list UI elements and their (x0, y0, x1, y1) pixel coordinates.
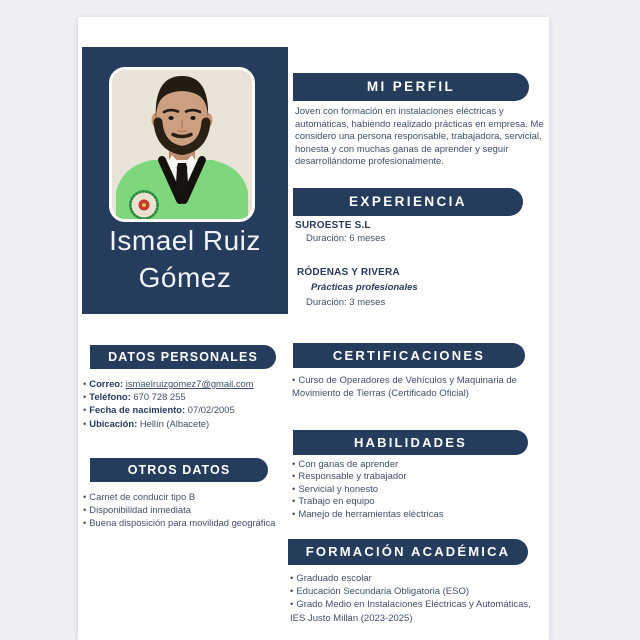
section-title-habilidades: HABILIDADES (293, 430, 528, 455)
bullet: • (292, 459, 296, 470)
portrait-illustration (112, 70, 252, 219)
bullet: • (292, 483, 296, 495)
bullet: • (83, 404, 87, 416)
list-item: • Trabajo en equipo (292, 496, 375, 508)
field-label: Teléfono: (89, 391, 131, 403)
list-item: • Servicial y honesto (292, 483, 379, 495)
certificaciones-list (292, 374, 548, 400)
bullet: • (292, 496, 296, 508)
section-title-certificaciones: CERTIFICACIONES (293, 343, 525, 368)
list-item-correo (83, 375, 296, 390)
section-title-experiencia: EXPERIENCIA (293, 188, 523, 216)
profile-photo (109, 67, 255, 222)
bullet: • (292, 508, 296, 520)
bullet: • (292, 471, 296, 483)
bullet: • (83, 517, 87, 529)
field-value: 07/02/2005 (187, 404, 235, 416)
person-name-line1: Ismael Ruiz (109, 225, 261, 256)
bullet: • (290, 573, 294, 584)
cv-page (78, 17, 549, 640)
datos-personales-list (83, 375, 296, 430)
experience-role: Prácticas profesionales (311, 282, 418, 293)
list-item: • Con ganas de aprender (292, 459, 399, 470)
list-item: • Graduado escolar (290, 573, 372, 584)
bullet: • (83, 491, 87, 502)
list-item-nacimiento (83, 403, 293, 416)
section-title-datos-personales: DATOS PERSONALES (90, 345, 276, 369)
formacion-academica-list (290, 572, 548, 625)
school-badge-icon (129, 190, 159, 219)
section-title-otros-datos: OTROS DATOS (90, 458, 268, 482)
list-item: • Curso de Operadores de Vehículos y Maquinaria de Movimiento de Tierras (Certificado Oficial) (292, 375, 517, 399)
field-value: 670 728 255 (133, 391, 186, 403)
bullet: • (83, 504, 87, 516)
person-name (82, 222, 288, 296)
experience-duration: Duración: 3 meses (306, 297, 386, 308)
list-item: • Grado Medio en Instalaciones Eléctricas y Automáticas, IES Justo Millán (2023-2025) (290, 599, 531, 624)
list-item: • Manejo de herramientas eléctricas (292, 508, 444, 520)
list-item-ubicacion (83, 417, 293, 430)
field-label: Ubicación: (89, 417, 138, 429)
email-link[interactable]: ismaelruizgomez7@gmail.com (125, 378, 254, 389)
list-item-telefono (83, 390, 293, 403)
field-value: Hellín (Albacete) (139, 417, 210, 429)
person-name-line2: Gómez (138, 262, 232, 293)
list-item: • Disponibilidad inmediata (83, 504, 191, 516)
experience-duration: Duración: 6 meses (306, 233, 386, 244)
bullet: • (290, 599, 294, 611)
profile-summary-text: Joven con formación en instalaciones eléctricas y automáticas, habiendo realizado prácticas en empresa. Me considero una persona responsable, trabajadora, servicial, honesta y con muchas ganas de aprender y seguir desarrollándome profesionalmente. (295, 106, 544, 168)
field-label: Correo: (89, 378, 124, 389)
section-title-formacion-academica: FORMACIÓN ACADÉMICA (288, 539, 528, 565)
bullet: • (83, 417, 87, 429)
otros-datos-list (83, 490, 295, 530)
bullet: • (83, 391, 87, 403)
bullet: • (292, 375, 296, 386)
bullet: • (83, 378, 87, 389)
bullet: • (290, 586, 294, 598)
field-label: Fecha de nacimiento: (89, 404, 186, 416)
section-title-mi-perfil: MI PERFIL (293, 73, 529, 101)
list-item: • Educación Secundaria Obligatoria (ESO) (290, 586, 470, 598)
list-item: • Carnet de conducir tipo B (83, 491, 196, 502)
experience-company: RÓDENAS Y RIVERA (297, 267, 400, 278)
experience-company: SUROESTE S.L (295, 220, 371, 231)
list-item: • Buena disposición para movilidad geográfica (83, 517, 276, 529)
habilidades-list (292, 459, 544, 521)
list-item: • Responsable y trabajador (292, 471, 407, 483)
sidebar-panel (82, 47, 288, 314)
